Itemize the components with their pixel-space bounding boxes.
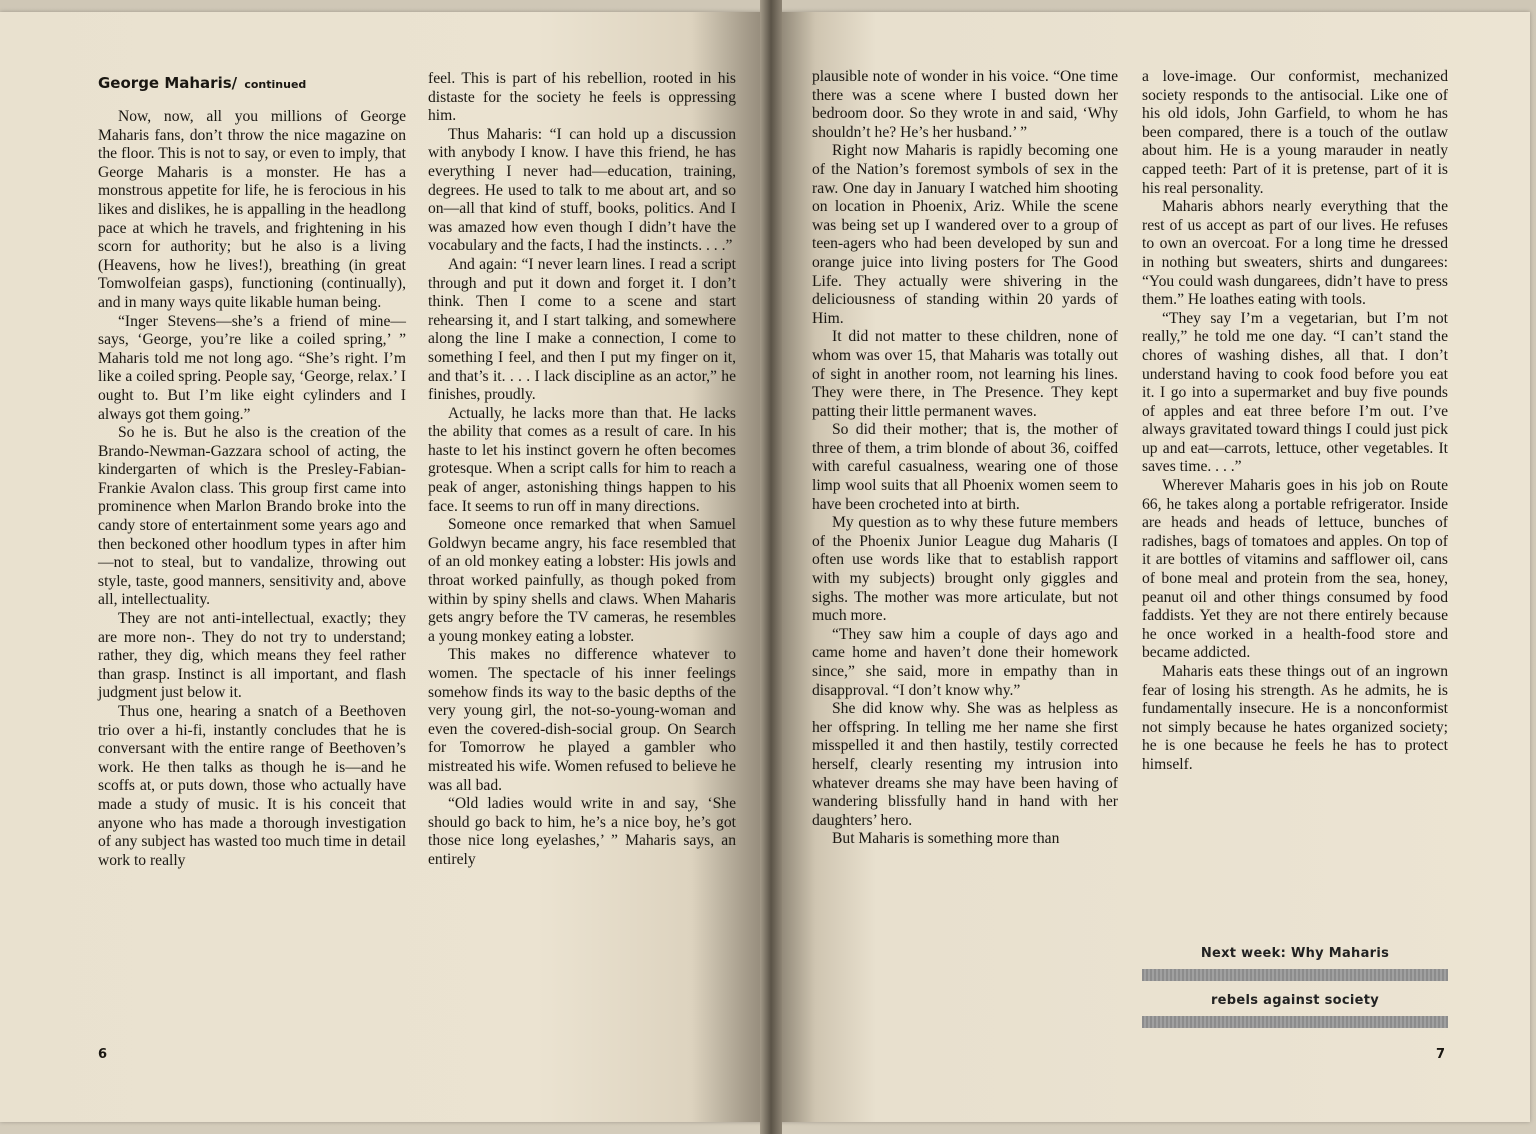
running-head — [98, 74, 306, 92]
paragraph: So did their mother; that is, the mother of three of them, a trim blonde of about 36, coiffed with careful casualness, wearing one of those limp wool suits that all Phoenix women seem to have been crocheted into at birth. — [812, 421, 1118, 513]
paragraph: Right now Maharis is rapidly becoming one of the Nation’s foremost symbols of sex in the raw. One day in January I watched him shooting on location in Phoenix, Ariz. While the scene was being set up I wandered over to a group of teen-agers who had been developed by sun and orange juice into living posters for The Good Life. They actually were shivering in the deliciousness of standing within 20 yards of Him. — [812, 142, 1118, 327]
article-column-3 — [812, 68, 1118, 849]
paragraph: “Old ladies would write in and say, ‘She should go back to him, he’s a nice boy, he’s got those nice long eyelashes,’ ” Maharis says, an entirely — [428, 795, 736, 868]
paragraph: She did know why. She was as helpless as her offspring. In telling me her name she first misspelled it and then hastily, testily corrected herself, clearly resenting my intrusion into whatever dreams she may have been having of wandering blissfully hand in hand with her daughters’ hero. — [812, 700, 1118, 829]
paragraph: Thus Maharis: “I can hold up a discussion with anybody I know. I have this friend, he has everything I never had—education, training, degrees. He used to talk to me about art, and so on—all that kind of stuff, books, politics. And I was amazed how even though I didn’t have the vocabulary and the facts, I had the instincts. . . .” — [428, 125, 736, 255]
paragraph: “They say I’m a vegetarian, but I’m not really,” he told me one day. “I can’t stand the chores of washing dishes, all that. I don’t understand having to cook food before you eat it. I go into a supermarket and buy five pounds of apples and eat three before I’m out. I’ve always gravitated toward things I could just pick up and eat—carrots, lettuce, other vegetables. It saves time. . . .” — [1142, 309, 1448, 476]
paragraph: Someone once remarked that when Samuel Goldwyn became angry, his face resembled that of an old monkey eating a lobster: His jowls and throat worked painfully, as though poked from within by spiny shells and claws. When Maharis gets angry before the TV cameras, he resembles a young monkey eating a lobster. — [428, 516, 736, 645]
paragraph: Wherever Maharis goes in his job on Route 66, he takes along a portable refrigerator. Inside are heads and heads of lettuce, bunches of radishes, bags of tomatoes and apples. On top of it are bottles of vitamins and safflower oil, cans of bone meal and protein from the sea, honey, peanut oil and other things consumed by food faddists. Yet they are not there entirely because he once worked in a health-food store and became addicted. — [1142, 477, 1448, 662]
page-number-left: 6 — [98, 1047, 108, 1062]
teaser-line-2: rebels against society — [1210, 993, 1380, 1008]
teaser-line-1: Next week: Why Maharis — [1200, 946, 1390, 961]
article-column-1 — [98, 108, 406, 870]
paragraph: But Maharis is something more than — [832, 830, 1060, 848]
paragraph: plausible note of wonder in his voice. “One time there was a scene where I busted down her bedroom door. So they wrote in and said, ‘Why shouldn’t he? He’s her husband.’ ” — [812, 68, 1118, 141]
paragraph: Thus one, hearing a snatch of a Beethoven trio over a hi-fi, instantly concludes that he is conversant with the entire range of Beethoven’s work. He then talks as though he is—and he scoffs at, or puts down, those who actually have made a study of music. It is his conceit that anyone who has made a thorough investigation of any subject has wasted too much time in detail work to really — [98, 703, 406, 869]
teaser-bar — [1142, 1016, 1448, 1028]
paragraph: My question as to why these future members of the Phoenix Junior League dug Maharis (I often use words like that to establish rapport with my subjects) brought only giggles and sighs. The mother was more articulate, but not much more. — [812, 514, 1118, 625]
paragraph: This makes no difference whatever to women. The spectacle of his inner feelings somehow finds its way to the basic depths of the very young girl, the not-so-young-woman and even the covered-dish-social group. On Search for Tomorrow he played a gambler who mistreated his wife. Women refused to believe he was all bad. — [428, 646, 736, 794]
paragraph: Maharis eats these things out of an ingrown fear of losing his strength. As he admits, he is fundamentally insecure. He is a nonconformist not simply because he hates organized society; he is one because he feels he has to protect himself. — [1142, 663, 1448, 773]
paragraph: It did not matter to these children, none of whom was over 15, that Maharis was totally out of sight in another room, not learning his lines. They were there, in The Presence. They kept patting their little permanent waves. — [812, 328, 1118, 420]
paragraph: So he is. But he also is the creation of the Brando-Newman-Gazzara school of acting, the kindergarten of which is the Presley-Fabian-Frankie Avalon class. This group first came into prominence when Marlon Brando broke into the candy store of entertainment some years ago and then beckoned other hoodlum types in after him—not to steal, but to vandalize, throwing out style, taste, good manners, sensitivity and, above all, intellectuality. — [98, 424, 406, 609]
paragraph: Actually, he lacks more than that. He lacks the ability that comes as a result of care. In his haste to let his instinct govern he often becomes grotesque. When a script calls for him to reach a peak of anger, astonishing things happen to his face. It seems to run off in many directions. — [428, 404, 736, 515]
paragraph: a love-image. Our conformist, mechanized society responds to the antisocial. Like one of his old idols, John Garfield, to whom he has been compared, there is a touch of the outlaw about him. He is a young marauder in neatly capped teeth: Part of it is pretense, part of it is his real personality. — [1142, 68, 1448, 197]
running-head-title: George Maharis/ — [98, 74, 238, 92]
next-week-teaser — [1142, 946, 1448, 1040]
article-column-4 — [1142, 68, 1448, 775]
page-gutter — [760, 0, 782, 1134]
article-column-2 — [428, 70, 736, 870]
paragraph: And again: “I never learn lines. I read a script through and put it down and forget it. I don’t think. Then I come to a scene and start rehearsing it, and I start talking, and somewhere along the line I make a connection, I come to something I feel, and then I put my finger on it, and that’s it. . . . I lack discipline as an actor,” he finishes, proudly. — [428, 255, 736, 404]
paragraph: feel. This is part of his rebellion, rooted in his distaste for the society he feels is oppressing him. — [428, 70, 736, 125]
running-head-suffix: continued — [244, 78, 307, 91]
page-number-right: 7 — [1436, 1047, 1446, 1062]
paragraph: “Inger Stevens—she’s a friend of mine—says, ‘George, you’re like a coiled spring,’ ” Maharis told me not long ago. “She’s right. I’m like a coiled spring. People say, ‘George, relax.’ I ought to. But I’m like eight cylinders and I always got them going.” — [98, 312, 406, 423]
teaser-bar — [1142, 969, 1448, 981]
paragraph: Now, now, all you millions of George Maharis fans, don’t throw the nice magazine on the floor. This is not to say, or even to imply, that George Maharis is a monster. He has a monstrous appetite for life, he is ferocious in his likes and dislikes, he is appalling in the headlong pace at which he travels, and frightening in his scorn for authority; but he also is a living (Heavens, how he lives!), breathing (in great Tomwolfeian gasps), functioning (continually), and in many ways quite likable human being. — [98, 108, 406, 311]
paragraph: “They saw him a couple of days ago and came home and haven’t done their homework since,” she said, more in empathy than in disapproval. “I don’t know why.” — [812, 625, 1118, 699]
paragraph: They are not anti-intellectual, exactly; they are more non-. They do not try to understand; rather, they dig, which means they feel rather than grasp. Instinct is all important, and flash judgment just below it. — [98, 610, 406, 702]
paragraph: Maharis abhors nearly everything that the rest of us accept as part of our lives. He refuses to own an overcoat. For a long time he dressed in nothing but sweaters, shirts and dungarees: “You could wash dungarees, didn’t have to press them.” He loathes eating with tools. — [1142, 198, 1448, 309]
